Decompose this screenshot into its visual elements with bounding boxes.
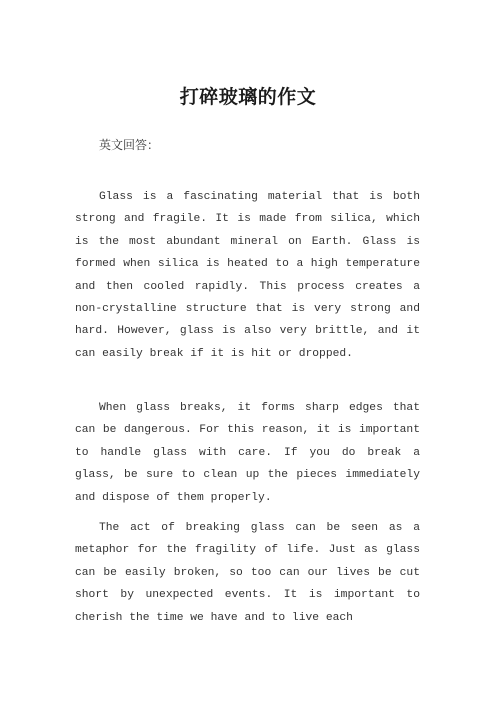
paragraph-2: When glass breaks, it forms sharp edges that can be dangerous. For this reason, it is important to handle glass with care. If you do break a glass, be sure to clean up the pieces immediately and dispose of them properly. — [75, 402, 420, 504]
paragraph-3: The act of breaking glass can be seen as a metaphor for the fragility of life. Just as glass can be easily broken, so too can our lives be cut short by unexpected events. It is important to cherish the time we have and to live each — [75, 522, 420, 624]
section-label: 英文回答： — [99, 138, 160, 152]
paragraph-1: Glass is a fascinating material that is both strong and fragile. It is made from silica, which is the most abundant mineral on Earth. Glass is formed when silica is heated to a high temperature and then cooled rapidly. This process creates a non-crystalline structure that is very strong and hard. However, glass is also very brittle, and it can easily break if it is hit or dropped. — [75, 191, 420, 360]
document-title: 打碎玻璃的作文 — [179, 86, 317, 108]
